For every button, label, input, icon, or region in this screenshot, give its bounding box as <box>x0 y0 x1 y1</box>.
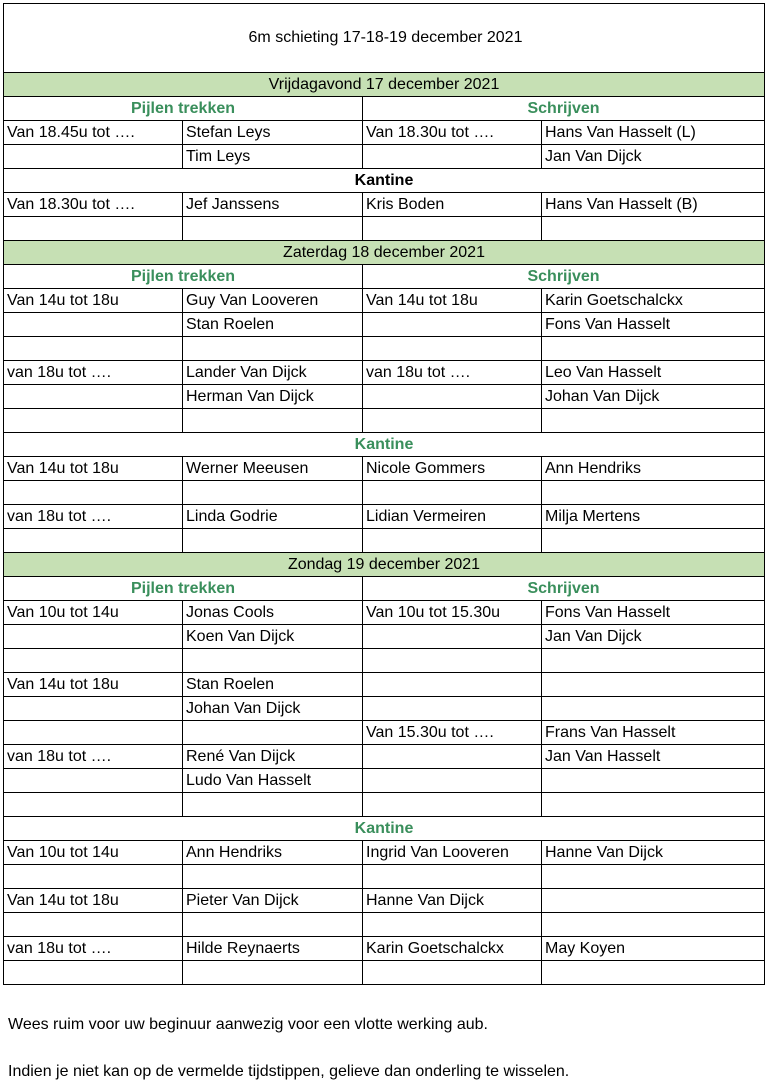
section-header-row <box>4 817 765 841</box>
name-cell: Lander Van Dijck <box>183 361 363 385</box>
name-cell: Ludo Van Hasselt <box>183 769 363 793</box>
name-cell: Stan Roelen <box>183 673 363 697</box>
time-cell <box>4 865 183 889</box>
time-cell <box>363 313 542 337</box>
duty-row <box>4 625 765 649</box>
section-heading-schrijven: Schrijven <box>363 577 765 601</box>
day-heading: Zaterdag 18 december 2021 <box>4 241 765 265</box>
name-cell: René Van Dijck <box>183 745 363 769</box>
time-cell: Van 14u tot 18u <box>4 289 183 313</box>
name-cell: Koen Van Dijck <box>183 625 363 649</box>
time-cell <box>4 481 183 505</box>
time-cell <box>363 217 542 241</box>
name-cell: Guy Van Looveren <box>183 289 363 313</box>
day-header-row <box>4 73 765 97</box>
time-cell <box>4 961 183 985</box>
title-row <box>4 4 765 73</box>
kantine-row <box>4 217 765 241</box>
name-cell: Ann Hendriks <box>542 457 765 481</box>
time-cell: Hanne Van Dijck <box>363 889 542 913</box>
name-cell: Leo Van Hasselt <box>542 361 765 385</box>
time-cell <box>363 865 542 889</box>
section-heading-schrijven: Schrijven <box>363 265 765 289</box>
schedule-table <box>3 3 765 985</box>
time-cell: Van 18.45u tot …. <box>4 121 183 145</box>
duty-row <box>4 601 765 625</box>
time-cell <box>4 313 183 337</box>
name-cell: Hans Van Hasselt (L) <box>542 121 765 145</box>
time-cell <box>363 745 542 769</box>
name-cell <box>542 217 765 241</box>
name-cell <box>542 889 765 913</box>
name-cell: May Koyen <box>542 937 765 961</box>
time-cell: Van 15.30u tot …. <box>363 721 542 745</box>
section-heading-kantine: Kantine <box>4 169 765 193</box>
time-cell: Van 14u tot 18u <box>4 889 183 913</box>
time-cell <box>4 769 183 793</box>
name-cell <box>542 913 765 937</box>
time-cell: Van 10u tot 15.30u <box>363 601 542 625</box>
day-header-row <box>4 553 765 577</box>
kantine-row <box>4 889 765 913</box>
duty-row <box>4 649 765 673</box>
page-title: 6m schieting 17-18-19 december 2021 <box>4 4 765 73</box>
name-cell <box>542 409 765 433</box>
time-cell <box>363 529 542 553</box>
duty-row <box>4 121 765 145</box>
time-cell <box>4 625 183 649</box>
name-cell: Hilde Reynaerts <box>183 937 363 961</box>
time-cell <box>363 673 542 697</box>
duty-row <box>4 337 765 361</box>
time-cell: van 18u tot …. <box>4 937 183 961</box>
name-cell: Jan Van Dijck <box>542 145 765 169</box>
name-cell <box>183 529 363 553</box>
name-cell: Jan Van Dijck <box>542 625 765 649</box>
section-heading-pijlen: Pijlen trekken <box>4 577 363 601</box>
duty-row <box>4 745 765 769</box>
duty-row <box>4 697 765 721</box>
time-cell: Van 14u tot 18u <box>363 289 542 313</box>
name-cell <box>542 649 765 673</box>
schedule-body <box>4 4 765 985</box>
time-cell: Kris Boden <box>363 193 542 217</box>
duty-row <box>4 313 765 337</box>
section-heading-schrijven: Schrijven <box>363 97 765 121</box>
kantine-row <box>4 505 765 529</box>
section-heading-kantine: Kantine <box>4 433 765 457</box>
time-cell <box>4 337 183 361</box>
name-cell <box>542 673 765 697</box>
kantine-row <box>4 937 765 961</box>
name-cell <box>183 865 363 889</box>
section-header-row <box>4 433 765 457</box>
time-cell <box>4 529 183 553</box>
duty-row <box>4 361 765 385</box>
name-cell <box>183 337 363 361</box>
name-cell: Milja Mertens <box>542 505 765 529</box>
time-cell <box>363 649 542 673</box>
kantine-row <box>4 961 765 985</box>
time-cell <box>4 409 183 433</box>
time-cell <box>4 217 183 241</box>
kantine-row <box>4 529 765 553</box>
section-header-row <box>4 577 765 601</box>
name-cell: Herman Van Dijck <box>183 385 363 409</box>
time-cell <box>363 769 542 793</box>
name-cell <box>183 649 363 673</box>
time-cell: Van 18.30u tot …. <box>363 121 542 145</box>
duty-row <box>4 721 765 745</box>
time-cell <box>363 961 542 985</box>
name-cell: Stefan Leys <box>183 121 363 145</box>
section-heading-pijlen: Pijlen trekken <box>4 97 363 121</box>
name-cell: Jonas Cools <box>183 601 363 625</box>
time-cell <box>4 145 183 169</box>
time-cell: Nicole Gommers <box>363 457 542 481</box>
time-cell: Van 14u tot 18u <box>4 457 183 481</box>
time-cell <box>4 721 183 745</box>
duty-row <box>4 385 765 409</box>
duty-row <box>4 145 765 169</box>
day-heading: Zondag 19 december 2021 <box>4 553 765 577</box>
duty-row <box>4 289 765 313</box>
time-cell: van 18u tot …. <box>363 361 542 385</box>
name-cell: Hans Van Hasselt (B) <box>542 193 765 217</box>
duty-row <box>4 769 765 793</box>
time-cell <box>363 385 542 409</box>
section-header-row <box>4 169 765 193</box>
time-cell <box>363 337 542 361</box>
time-cell: Van 18.30u tot …. <box>4 193 183 217</box>
name-cell: Pieter Van Dijck <box>183 889 363 913</box>
name-cell <box>183 721 363 745</box>
kantine-row <box>4 913 765 937</box>
name-cell <box>183 409 363 433</box>
name-cell: Fons Van Hasselt <box>542 601 765 625</box>
time-cell: Lidian Vermeiren <box>363 505 542 529</box>
time-cell <box>363 913 542 937</box>
name-cell <box>183 793 363 817</box>
name-cell: Jef Janssens <box>183 193 363 217</box>
kantine-row <box>4 865 765 889</box>
name-cell <box>183 913 363 937</box>
kantine-row <box>4 457 765 481</box>
name-cell: Johan Van Dijck <box>542 385 765 409</box>
name-cell: Werner Meeusen <box>183 457 363 481</box>
time-cell: van 18u tot …. <box>4 745 183 769</box>
name-cell <box>542 865 765 889</box>
time-cell <box>4 697 183 721</box>
time-cell <box>4 649 183 673</box>
footnote-arrival: Wees ruim voor uw beginuur aanwezig voor een vlotte werking aub. <box>8 1016 488 1033</box>
name-cell: Fons Van Hasselt <box>542 313 765 337</box>
time-cell: van 18u tot …. <box>4 361 183 385</box>
name-cell: Linda Godrie <box>183 505 363 529</box>
name-cell <box>542 529 765 553</box>
name-cell <box>183 961 363 985</box>
name-cell <box>183 217 363 241</box>
name-cell <box>183 481 363 505</box>
duty-row <box>4 409 765 433</box>
time-cell <box>4 793 183 817</box>
kantine-row <box>4 193 765 217</box>
footnote-swap: Indien je niet kan op de vermelde tijdstippen, gelieve dan onderling te wisselen. <box>8 1063 570 1080</box>
time-cell <box>363 625 542 649</box>
name-cell <box>542 793 765 817</box>
kantine-row <box>4 841 765 865</box>
section-header-row <box>4 265 765 289</box>
name-cell <box>542 337 765 361</box>
name-cell: Tim Leys <box>183 145 363 169</box>
time-cell <box>363 793 542 817</box>
time-cell: Van 10u tot 14u <box>4 601 183 625</box>
section-heading-kantine: Kantine <box>4 817 765 841</box>
time-cell <box>363 145 542 169</box>
time-cell: Karin Goetschalckx <box>363 937 542 961</box>
time-cell <box>4 913 183 937</box>
time-cell: Van 10u tot 14u <box>4 841 183 865</box>
name-cell: Johan Van Dijck <box>183 697 363 721</box>
time-cell <box>363 481 542 505</box>
name-cell <box>542 961 765 985</box>
section-heading-pijlen: Pijlen trekken <box>4 265 363 289</box>
section-header-row <box>4 97 765 121</box>
name-cell <box>542 481 765 505</box>
name-cell: Ann Hendriks <box>183 841 363 865</box>
time-cell: van 18u tot …. <box>4 505 183 529</box>
time-cell: Van 14u tot 18u <box>4 673 183 697</box>
name-cell: Frans Van Hasselt <box>542 721 765 745</box>
name-cell: Karin Goetschalckx <box>542 289 765 313</box>
day-header-row <box>4 241 765 265</box>
time-cell <box>363 697 542 721</box>
time-cell: Ingrid Van Looveren <box>363 841 542 865</box>
duty-row <box>4 793 765 817</box>
name-cell: Jan Van Hasselt <box>542 745 765 769</box>
name-cell: Stan Roelen <box>183 313 363 337</box>
kantine-row <box>4 481 765 505</box>
name-cell: Hanne Van Dijck <box>542 841 765 865</box>
time-cell <box>363 409 542 433</box>
duty-row <box>4 673 765 697</box>
time-cell <box>4 385 183 409</box>
name-cell <box>542 697 765 721</box>
name-cell <box>542 769 765 793</box>
day-heading: Vrijdagavond 17 december 2021 <box>4 73 765 97</box>
